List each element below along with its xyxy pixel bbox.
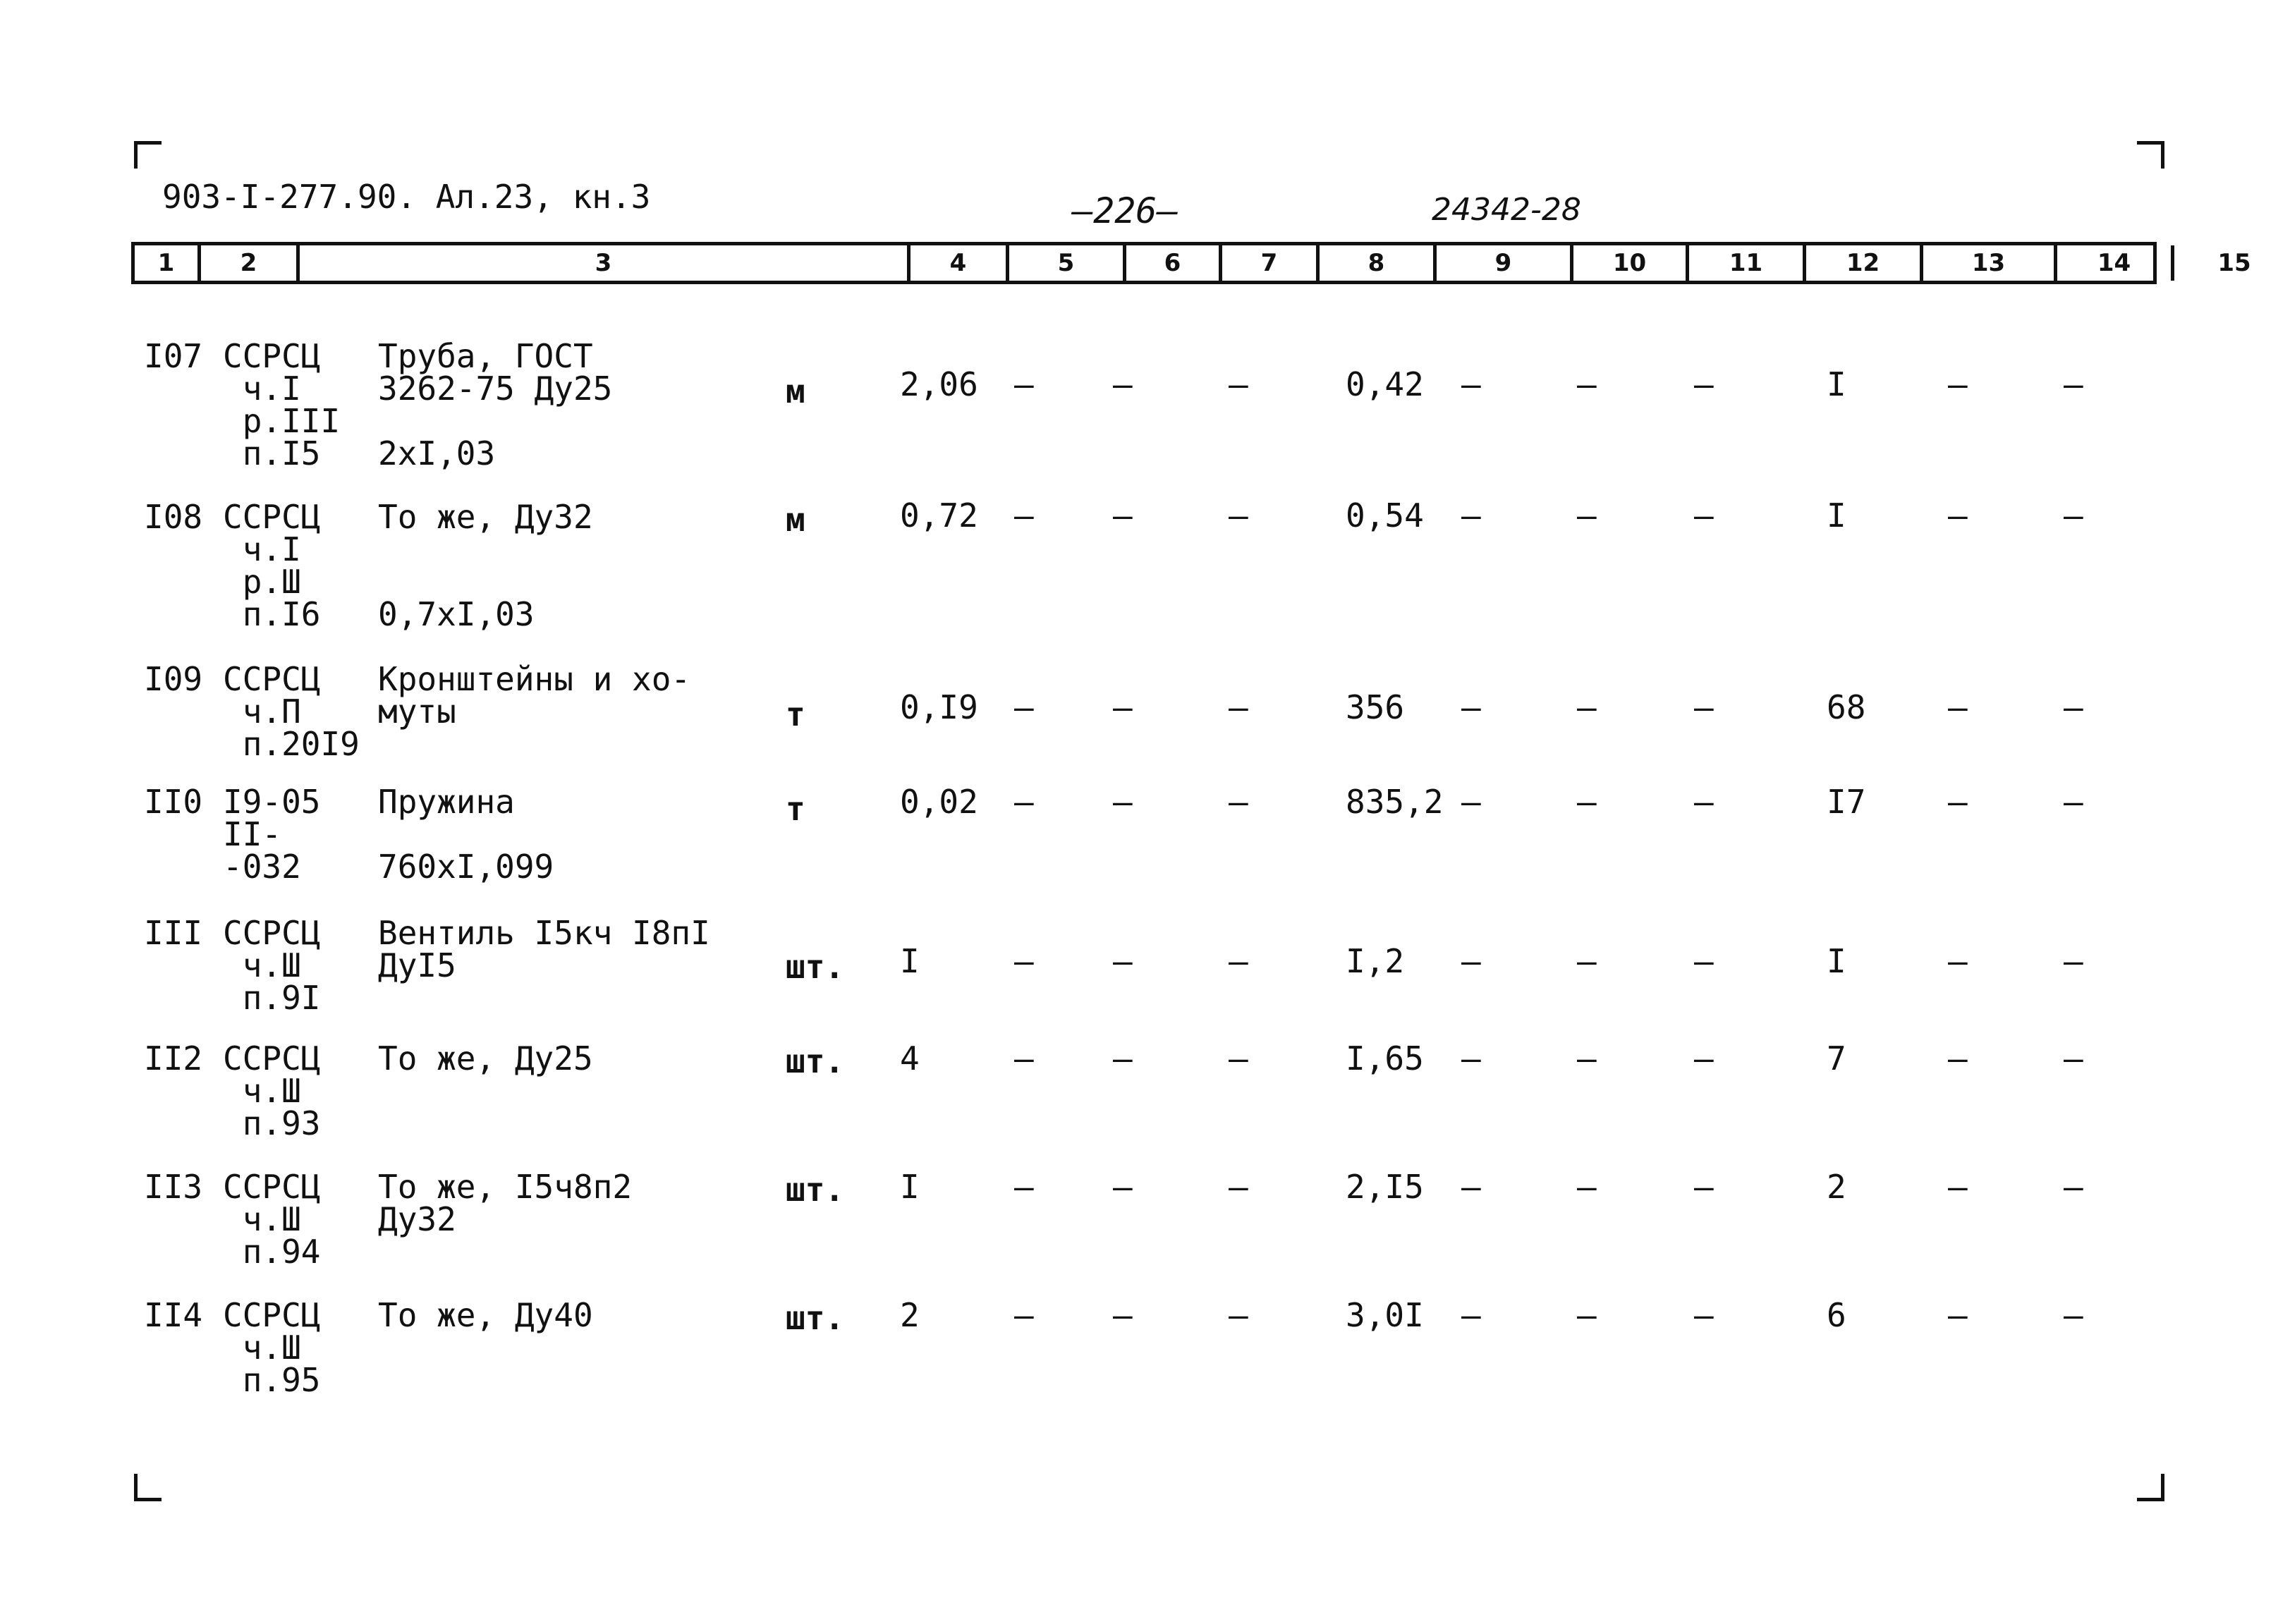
price-code: ССРСЦ ч.Ш п.93 <box>223 1039 321 1142</box>
price-code: I9-05 II- -032 <box>223 783 321 886</box>
col-10-value: – <box>1461 496 1481 535</box>
column-number: 1 <box>135 245 201 281</box>
col-15-value: – <box>2064 496 2083 535</box>
col-9-value: 835,2 <box>1346 783 1444 821</box>
col-14-value: – <box>1948 1296 1968 1334</box>
col-11-value: – <box>1577 496 1597 535</box>
unit: шт. <box>786 948 845 986</box>
col-15-value: – <box>2064 783 2083 821</box>
unit: шт. <box>786 1042 845 1080</box>
page-number: —226— <box>1072 190 1179 231</box>
unit: м <box>786 372 805 410</box>
col-14-value: – <box>1948 496 1968 535</box>
col-6-value: – <box>1014 496 1034 535</box>
column-number: 11 <box>1689 245 1806 281</box>
col-12-value: – <box>1694 496 1714 535</box>
col-7-value: – <box>1113 1296 1133 1334</box>
item-name: Труба, ГОСТ 3262-75 Ду25 2хI,03 <box>378 337 613 472</box>
col-11-value: – <box>1577 365 1597 403</box>
row-number: I09 <box>144 660 203 698</box>
column-number: 5 <box>1009 245 1126 281</box>
col-10-value: – <box>1461 783 1481 821</box>
col-7-value: – <box>1113 942 1133 980</box>
col-8-value: – <box>1229 688 1248 726</box>
corner-mark-bottom-left <box>134 1474 162 1501</box>
column-number: 15 <box>2217 249 2251 277</box>
col-7-value: – <box>1113 1168 1133 1206</box>
price-code: ССРСЦ ч.I р.III п.I5 <box>223 337 341 472</box>
col-13-value: 2 <box>1827 1168 1846 1206</box>
col-9-value: 0,54 <box>1346 496 1424 535</box>
corner-mark-top-right <box>2137 141 2164 169</box>
col-9-value: 0,42 <box>1346 365 1424 403</box>
col-13-value: 7 <box>1827 1039 1846 1077</box>
col-12-value: – <box>1694 1168 1714 1206</box>
col-15-value: – <box>2064 1296 2083 1334</box>
col-10-value: – <box>1461 688 1481 726</box>
col-13-value: I <box>1827 365 1846 403</box>
col-11-value: – <box>1577 783 1597 821</box>
price-code: ССРСЦ ч.Ш п.95 <box>223 1296 321 1399</box>
col-11-value: – <box>1577 1168 1597 1206</box>
quantity: I <box>900 1168 920 1206</box>
col-15-value: – <box>2064 1039 2083 1077</box>
col-8-value: – <box>1229 496 1248 535</box>
col-8-value: – <box>1229 1039 1248 1077</box>
col-13-value: 68 <box>1827 688 1866 726</box>
col-10-value: – <box>1461 1168 1481 1206</box>
price-code: ССРСЦ ч.I р.Ш п.I6 <box>223 498 321 633</box>
col-9-value: I,2 <box>1346 942 1405 980</box>
column-number: 4 <box>910 245 1009 281</box>
col-6-value: – <box>1014 688 1034 726</box>
column-number: 9 <box>1437 245 1573 281</box>
item-name: То же, Ду25 <box>378 1039 593 1077</box>
col-12-value: – <box>1694 688 1714 726</box>
col-6-value: – <box>1014 1296 1034 1334</box>
column-number: 10 <box>1573 245 1689 281</box>
col-13-value: I <box>1827 496 1846 535</box>
row-number: II2 <box>144 1039 203 1077</box>
col-14-value: – <box>1948 1039 1968 1077</box>
col-6-value: – <box>1014 365 1034 403</box>
col-6-value: – <box>1014 783 1034 821</box>
corner-mark-top-left <box>134 141 162 169</box>
col-8-value: – <box>1229 783 1248 821</box>
col-7-value: – <box>1113 783 1133 821</box>
col-14-value: – <box>1948 783 1968 821</box>
col-12-value: – <box>1694 1039 1714 1077</box>
column-number: 6 <box>1126 245 1222 281</box>
col-15-value: – <box>2064 365 2083 403</box>
column-number: 13 <box>1923 245 2057 281</box>
col-13-value: 6 <box>1827 1296 1846 1334</box>
quantity: 2,06 <box>900 365 978 403</box>
price-code: ССРСЦ ч.Ш п.9I <box>223 914 321 1017</box>
col-15-value: – <box>2064 688 2083 726</box>
row-number: II4 <box>144 1296 203 1334</box>
item-name: То же, Ду40 <box>378 1296 593 1334</box>
col-7-value: – <box>1113 365 1133 403</box>
quantity: 2 <box>900 1296 920 1334</box>
unit: т <box>786 790 805 828</box>
item-name: Пружина 760хI,099 <box>378 783 554 886</box>
col-13-value: I <box>1827 942 1846 980</box>
col-10-value: – <box>1461 1039 1481 1077</box>
document-code: 903-I-277.90. Ал.23, кн.3 <box>162 178 651 216</box>
col-14-value: – <box>1948 942 1968 980</box>
col-10-value: – <box>1461 942 1481 980</box>
row-number: II0 <box>144 783 203 821</box>
column-number: 14 <box>2057 245 2174 281</box>
unit: м <box>786 501 805 539</box>
price-code: ССРСЦ ч.П п.20I9 <box>223 660 360 763</box>
col-9-value: 3,0I <box>1346 1296 1424 1334</box>
col-15-value: – <box>2064 1168 2083 1206</box>
item-name: То же, Ду32 0,7хI,03 <box>378 498 593 633</box>
column-number: 3 <box>300 245 910 281</box>
col-6-value: – <box>1014 1039 1034 1077</box>
col-7-value: – <box>1113 688 1133 726</box>
column-number: 7 <box>1222 245 1320 281</box>
col-8-value: – <box>1229 942 1248 980</box>
col-14-value: – <box>1948 365 1968 403</box>
quantity: 0,72 <box>900 496 978 535</box>
col-14-value: – <box>1948 1168 1968 1206</box>
col-13-value: I7 <box>1827 783 1866 821</box>
col-9-value: 356 <box>1346 688 1405 726</box>
price-code: ССРСЦ ч.Ш п.94 <box>223 1168 321 1271</box>
reference-number: 24342-28 <box>1432 192 1581 228</box>
quantity: I <box>900 942 920 980</box>
item-name: Вентиль I5кч I8пI ДуI5 <box>378 914 710 984</box>
col-11-value: – <box>1577 1039 1597 1077</box>
quantity: 0,I9 <box>900 688 978 726</box>
col-6-value: – <box>1014 942 1034 980</box>
row-number: III <box>144 914 203 952</box>
col-12-value: – <box>1694 1296 1714 1334</box>
col-9-value: I,65 <box>1346 1039 1424 1077</box>
row-number: II3 <box>144 1168 203 1206</box>
column-number: 2 <box>201 245 300 281</box>
unit: т <box>786 695 805 733</box>
item-name: Кронштейны и хо- муты <box>378 660 691 731</box>
col-11-value: – <box>1577 688 1597 726</box>
col-7-value: – <box>1113 496 1133 535</box>
col-11-value: – <box>1577 1296 1597 1334</box>
col-8-value: – <box>1229 1168 1248 1206</box>
unit: шт. <box>786 1299 845 1337</box>
row-number: I08 <box>144 498 203 536</box>
unit: шт. <box>786 1171 845 1209</box>
item-name: То же, I5ч8п2 Ду32 <box>378 1168 633 1238</box>
col-9-value: 2,I5 <box>1346 1168 1424 1206</box>
column-header-bar <box>131 242 2251 284</box>
col-11-value: – <box>1577 942 1597 980</box>
col-6-value: – <box>1014 1168 1034 1206</box>
col-14-value: – <box>1948 688 1968 726</box>
corner-mark-bottom-right <box>2137 1474 2164 1501</box>
row-number: I07 <box>144 337 203 375</box>
col-8-value: – <box>1229 365 1248 403</box>
quantity: 0,02 <box>900 783 978 821</box>
col-12-value: – <box>1694 942 1714 980</box>
col-8-value: – <box>1229 1296 1248 1334</box>
col-12-value: – <box>1694 783 1714 821</box>
col-10-value: – <box>1461 1296 1481 1334</box>
col-12-value: – <box>1694 365 1714 403</box>
quantity: 4 <box>900 1039 920 1077</box>
col-15-value: – <box>2064 942 2083 980</box>
column-number: 12 <box>1806 245 1923 281</box>
col-7-value: – <box>1113 1039 1133 1077</box>
col-10-value: – <box>1461 365 1481 403</box>
column-number: 8 <box>1320 245 1437 281</box>
